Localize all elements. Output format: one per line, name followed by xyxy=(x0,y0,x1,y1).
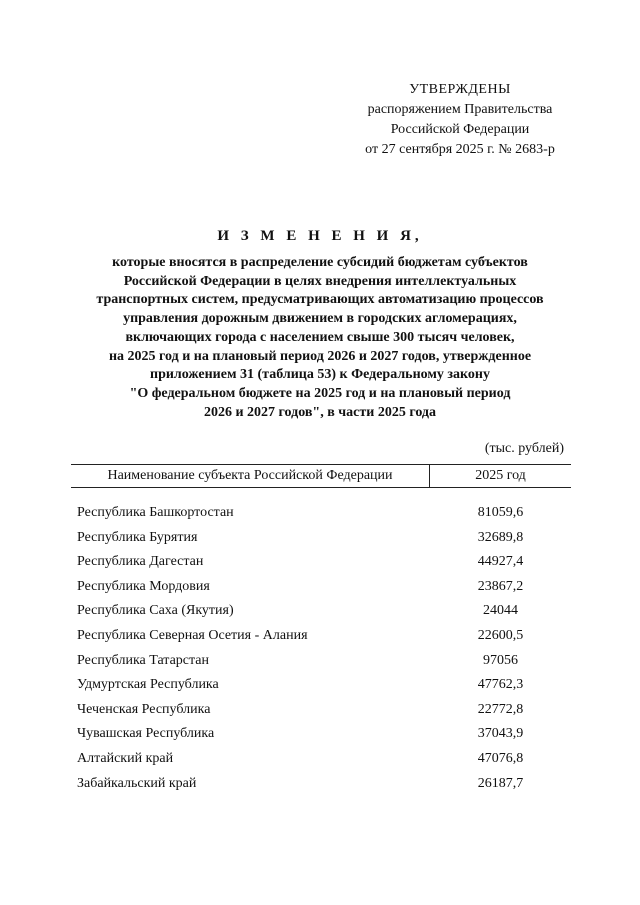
heading-line: Российской Федерации в целях внедрения интеллектуальных xyxy=(123,273,517,289)
subsidy-value: 23867,2 xyxy=(477,578,524,594)
heading-line: включающих города с населением свыше 300 тысяч человек, xyxy=(125,329,515,345)
heading-line: на 2025 год и на плановый период 2026 и 2027 годов, утвержденное xyxy=(108,348,532,364)
table-row xyxy=(0,700,640,725)
table-row xyxy=(0,577,640,602)
subsidy-value: 97056 xyxy=(483,652,518,668)
table-row xyxy=(0,675,640,700)
subsidy-value: 44927,4 xyxy=(477,554,524,570)
subsidy-value: 47076,8 xyxy=(477,750,524,766)
heading-line: транспортных систем, предусматривающих автоматизацию процессов xyxy=(96,292,544,308)
subject-name: Алтайский край xyxy=(77,750,174,766)
table-row xyxy=(0,651,640,676)
approval-line-2: Российской Федерации xyxy=(390,122,530,137)
heading-line: "О федеральном бюджете на 2025 год и на плановый период xyxy=(129,385,511,401)
approval-title: УТВЕРЖДЕНЫ xyxy=(409,82,511,97)
heading-line: управления дорожным движением в городских агломерациях, xyxy=(123,311,517,327)
approval-block xyxy=(330,80,590,160)
table-body xyxy=(0,503,640,798)
approval-line-1: распоряжением Правительства xyxy=(367,102,553,117)
subsidy-value: 47762,3 xyxy=(477,677,524,693)
subject-name: Республика Мордовия xyxy=(77,578,210,594)
subsidy-value: 22600,5 xyxy=(477,627,524,643)
table-row xyxy=(0,528,640,553)
approval-line-3: от 27 сентября 2025 г. № 2683-р xyxy=(365,142,555,157)
table-row xyxy=(0,724,640,749)
heading-title: И З М Е Н Е Н И Я, xyxy=(217,228,423,244)
subsidy-value: 22772,8 xyxy=(477,701,524,717)
header-subject-name: Наименование субъекта Российской Федерации xyxy=(71,465,430,487)
subsidy-value: 32689,8 xyxy=(477,529,524,545)
subject-name: Забайкальский край xyxy=(77,775,197,791)
table-row xyxy=(0,552,640,577)
subject-name: Республика Саха (Якутия) xyxy=(77,603,234,619)
subject-name: Республика Северная Осетия - Алания xyxy=(77,627,308,643)
table-row xyxy=(0,749,640,774)
table-row xyxy=(0,774,640,799)
subsidy-value: 24044 xyxy=(483,603,518,619)
heading-line: которые вносятся в распределение субсидий бюджетам субъектов xyxy=(112,255,528,270)
header-year: 2025 год xyxy=(475,468,526,483)
subject-name: Республика Татарстан xyxy=(77,652,210,668)
document-heading xyxy=(40,226,600,422)
heading-line: 2026 и 2027 годов", в части 2025 года xyxy=(203,404,437,420)
subject-name: Удмуртская Республика xyxy=(77,677,219,693)
subsidy-value: 81059,6 xyxy=(477,505,524,520)
subject-name: Чеченская Республика xyxy=(77,701,211,717)
units-label: (тыс. рублей) xyxy=(484,441,564,456)
table-row xyxy=(0,626,640,651)
table-row xyxy=(0,503,640,528)
subject-name: Чувашская Республика xyxy=(77,726,215,742)
subsidy-value: 26187,7 xyxy=(477,775,524,791)
subject-name: Республика Дагестан xyxy=(77,554,204,570)
subject-name: Республика Башкортостан xyxy=(77,505,234,520)
heading-line: приложением 31 (таблица 53) к Федеральному закону xyxy=(150,367,490,383)
table-row xyxy=(0,601,640,626)
table-header xyxy=(71,464,571,488)
subsidy-value: 37043,9 xyxy=(477,726,524,742)
subject-name: Республика Бурятия xyxy=(77,529,198,545)
